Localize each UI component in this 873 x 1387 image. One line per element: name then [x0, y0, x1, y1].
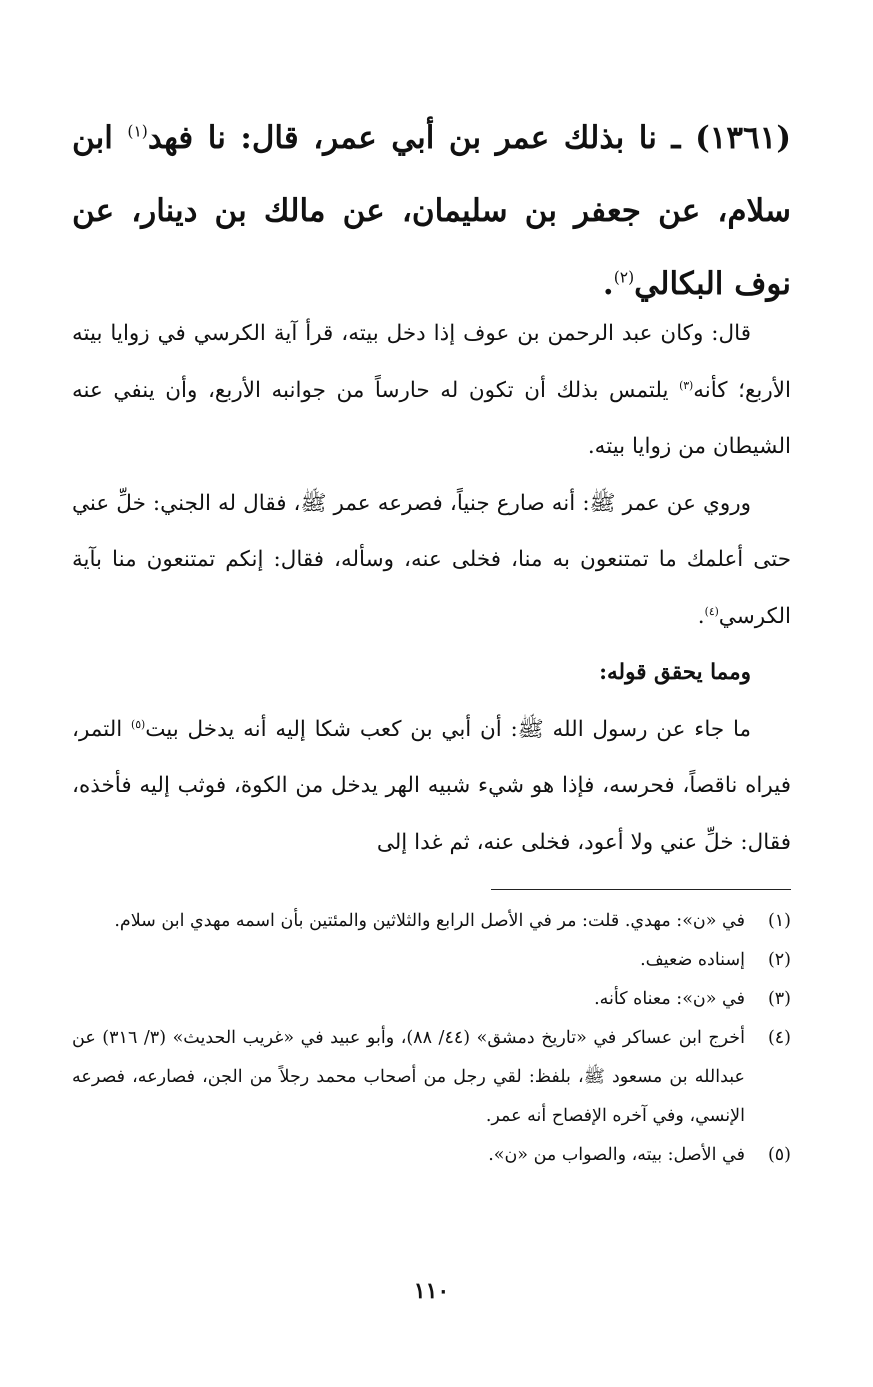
- footnote-text: أخرج ابن عساكر في «تاريخ دمشق» (٤٤/ ٨٨)، وأبو عبيد في «غريب الحديث» (٣/ ٣١٦) عن عبدالله بن مسعود ﷺ، بلفظ: لقي رجل من أصحاب محمد رجلاً من الجن، فصارعه، فصرعه الإنسي، وفي آخره الإفصاح أنه عمر.: [72, 1028, 745, 1126]
- footnote-item: [72, 902, 791, 941]
- footnote-item: [72, 1136, 791, 1175]
- footnote-text: في «ن»: مهدي. قلت: مر في الأصل الرابع والثلاثين والمئتين بأن اسمه مهدي ابن سلام.: [114, 911, 745, 931]
- paragraph-text: .: [697, 603, 705, 629]
- body-text: [72, 306, 791, 871]
- section-subheading: ومما يحقق قوله:: [599, 660, 751, 685]
- footnote-ref-2[interactable]: (٢): [613, 268, 635, 287]
- page: [72, 0, 791, 1387]
- hadith-number: (١٣٦١): [695, 120, 792, 156]
- paragraph-abdulrahman: [72, 306, 791, 476]
- footnote-ref-5[interactable]: (٥): [131, 717, 146, 731]
- hadith-text-after: ابن سلام، عن جعفر بن سليمان، عن مالك بن دينار، عن نوف البكالي: [72, 120, 791, 302]
- footnote-number: (٣): [767, 989, 791, 1009]
- paragraph-umar: [72, 476, 791, 646]
- page-number: ١١٠: [413, 1278, 450, 1304]
- paragraph-text: قال: وكان عبد الرحمن بن عوف إذا دخل بيته، قرأ آية الكرسي في زوايا بيته الأربع؛ كأنه: [72, 321, 791, 403]
- hadith-heading: [72, 102, 791, 321]
- footnote-text: إسناده ضعيف.: [640, 950, 745, 970]
- footnote-separator: [491, 889, 791, 890]
- footnote-item: [72, 941, 791, 980]
- footnote-ref-1[interactable]: (١): [127, 122, 148, 141]
- hadith-text-end: .: [602, 266, 614, 302]
- footnote-number: (٤): [767, 1028, 791, 1048]
- footnote-item: [72, 1019, 791, 1136]
- footnote-number: (١): [767, 911, 791, 931]
- footnote-ref-4[interactable]: (٤): [704, 604, 719, 618]
- footnote-number: (٥): [767, 1145, 791, 1165]
- paragraph-text: وروي عن عمر ﷺ: أنه صارع جنياً، فصرعه عمر ﷺ، فقال له الجني: خلِّ عني حتى أعلمك ما تمتنعون به منا، فخلى عنه، وسأله، فقال: إنكم تمتنعون منا بآية الكرسي: [72, 490, 791, 629]
- footnotes: [72, 902, 791, 1175]
- footnote-number: (٢): [767, 950, 791, 970]
- footnote-item: [72, 980, 791, 1019]
- paragraph-text: التمر، فيراه ناقصاً، فحرسه، فإذا هو شيء شبيه الهر يدخل من الكوة، فوثب إليه فأخذه، فقال: خلِّ عني ولا أعود، فخلى عنه، ثم غدا إلى: [72, 716, 791, 855]
- footnote-text: في «ن»: معناه كأنه.: [594, 989, 745, 1009]
- footnote-ref-3[interactable]: (٣): [679, 378, 694, 392]
- footnote-text: في الأصل: بيته، والصواب من «ن».: [488, 1145, 745, 1165]
- paragraph-text: يلتمس بذلك أن تكون له حارساً من جوانبه الأربع، وأن ينفي عنه الشيطان من زوايا بيته.: [72, 377, 791, 459]
- paragraph-text: ما جاء عن رسول الله ﷺ: أن أبي بن كعب شكا إليه أنه يدخل بيت: [145, 716, 752, 742]
- paragraph-ubayy: [72, 702, 791, 872]
- hadith-text-before: ـ نا بذلك عمر بن أبي عمر، قال: نا فهد: [147, 120, 696, 156]
